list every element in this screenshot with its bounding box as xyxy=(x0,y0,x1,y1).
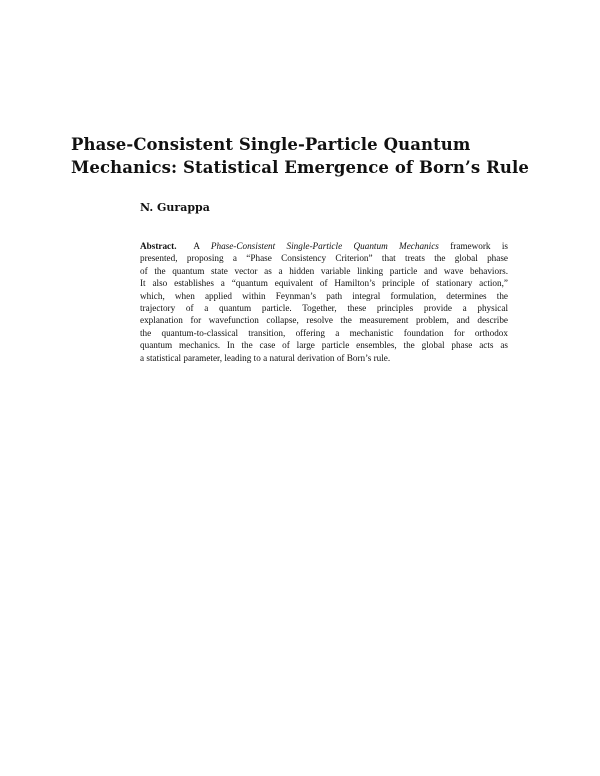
abstract-line-8: the quantum-to-classical transition, offering a mechanistic foundation for orthodox xyxy=(140,327,508,338)
title-line-1: Phase-Consistent Single-Particle Quantum xyxy=(71,135,471,154)
abstract-label: Abstract. xyxy=(140,241,177,251)
abstract-line-2: presented, proposing a “Phase Consistency Criterion” that treats the global phase xyxy=(140,253,508,264)
abstract-intro-word: A xyxy=(193,241,200,251)
abstract-line-4: It also establishes a “quantum equivalent of Hamilton’s principle of stationary action,” xyxy=(140,278,508,289)
abstract-line-3: of the quantum state vector as a hidden variable linking particle and wave behaviors. xyxy=(140,265,508,276)
abstract-line-7: explanation for wavefunction collapse, resolve the measurement problem, and describe xyxy=(140,315,508,326)
abstract xyxy=(140,240,508,364)
abstract-line-10: a statistical parameter, leading to a natural derivation of Born’s rule. xyxy=(140,352,391,363)
abstract-line-1 xyxy=(140,240,508,252)
framework-name: Phase-Consistent Single-Particle Quantum Mechanics xyxy=(210,241,439,251)
abstract-line-6: trajectory of a quantum particle. Together, these principles provide a physical xyxy=(140,303,508,314)
abstract-line-9: quantum mechanics. In the case of large particle ensembles, the global phase acts as xyxy=(140,340,508,351)
abstract-line-1-end: framework is xyxy=(450,241,509,251)
paper-title xyxy=(71,133,531,179)
title-line-2: Mechanics: Statistical Emergence of Born’s Rule xyxy=(71,158,529,177)
abstract-line-5: which, when applied within Feynman’s path integral formulation, determines the xyxy=(140,290,508,301)
author-name: N. Gurappa xyxy=(140,201,210,214)
